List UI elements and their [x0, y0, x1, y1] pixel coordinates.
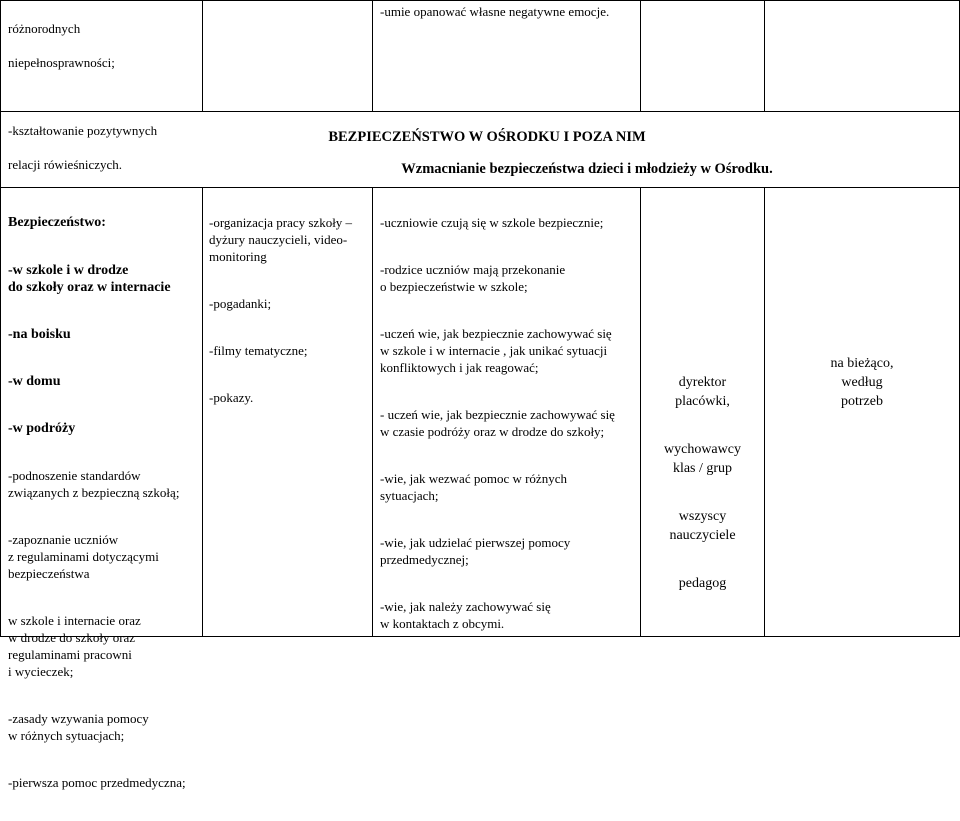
- section-heading: BEZPIECZEŃSTWO W OŚRODKU I POZA NIM: [328, 129, 646, 145]
- responsible-item: pedagog: [678, 576, 727, 591]
- list-item: -wie, jak wezwać pomoc w różnych sytuacjach;: [380, 471, 567, 503]
- list-item: -zasady wzywania pomocy w różnych sytuacjach;: [8, 711, 149, 743]
- list-item: -wie, jak należy zachowywać się w kontaktach z obcymi.: [380, 599, 551, 631]
- column-5: na bieżąco, według potrzeb: [830, 356, 894, 409]
- list-item: -uczniowie czują się w szkole bezpiecznie;: [380, 215, 604, 230]
- top-row-col3: -umie opanować własne negatywne emocje.: [380, 4, 610, 19]
- responsible-item: wszyscy nauczyciele: [669, 509, 736, 543]
- list-item: -uczeń wie, jak bezpiecznie zachowywać się w szkole i w internacie , jak unikać sytuacji konfliktowych i jak reagować;: [380, 326, 612, 375]
- table-border-top: [0, 0, 960, 1]
- list-item: -filmy tematyczne;: [209, 343, 308, 358]
- list-item: - uczeń wie, jak bezpiecznie zachowywać się w czasie podróży oraz w drodze do szkoły;: [380, 407, 615, 439]
- column-divider: [202, 0, 203, 111]
- bold-item: -na boisku: [8, 327, 71, 342]
- list-item: -zapoznanie uczniów z regulaminami dotyczącymi bezpieczeństwa: [8, 532, 159, 581]
- column-divider: [372, 187, 373, 637]
- bold-item: -w szkole i w drodze do szkoły oraz w internacie: [8, 263, 171, 295]
- list-item: -pierwsza pomoc przedmedyczna;: [8, 775, 186, 790]
- text-line: niepełnosprawności;: [8, 55, 115, 70]
- list-item: -pokazy.: [209, 390, 254, 405]
- column-3: [380, 197, 638, 662]
- table-border-left: [0, 0, 1, 637]
- column-divider: [764, 0, 765, 111]
- bold-item: -w domu: [8, 374, 61, 389]
- section-subheading: Wzmacnianie bezpieczeństwa dzieci i młodzieży w Ośrodku.: [401, 161, 773, 177]
- list-item: w szkole i internacie oraz w drodze do szkoły oraz regulaminami pracowni i wycieczek;: [8, 613, 141, 679]
- column-1-title: Bezpieczeństwo:: [8, 215, 106, 230]
- bold-item: -w podróży: [8, 421, 76, 436]
- list-item: -podnoszenie standardów związanych z bezpieczną szkołą;: [8, 468, 180, 500]
- list-item: -wie, jak udzielać pierwszej pomocy przedmedycznej;: [380, 535, 571, 567]
- column-divider: [372, 0, 373, 111]
- column-4: [641, 354, 764, 612]
- column-1: [8, 197, 200, 821]
- column-divider: [764, 187, 765, 637]
- spacer: [8, 88, 198, 105]
- responsible-item: dyrektor placówki,: [675, 375, 730, 409]
- list-item: -organizacja pracy szkoły – dyżury nauczycieli, video- monitoring: [209, 215, 353, 264]
- text-line: relacji rówieśniczych.: [8, 157, 123, 172]
- text-line: -kształtowanie pozytywnych: [8, 123, 158, 138]
- list-item: -rodzice uczniów mają przekonanie o bezpieczeństwie w szkole;: [380, 262, 566, 294]
- top-row-col1: [8, 3, 198, 190]
- column-divider: [202, 187, 203, 637]
- text-line: różnorodnych: [8, 21, 81, 36]
- responsible-item: wychowawcy klas / grup: [664, 442, 741, 476]
- column-divider: [640, 0, 641, 111]
- list-item: -pogadanki;: [209, 296, 272, 311]
- column-2: [209, 197, 369, 436]
